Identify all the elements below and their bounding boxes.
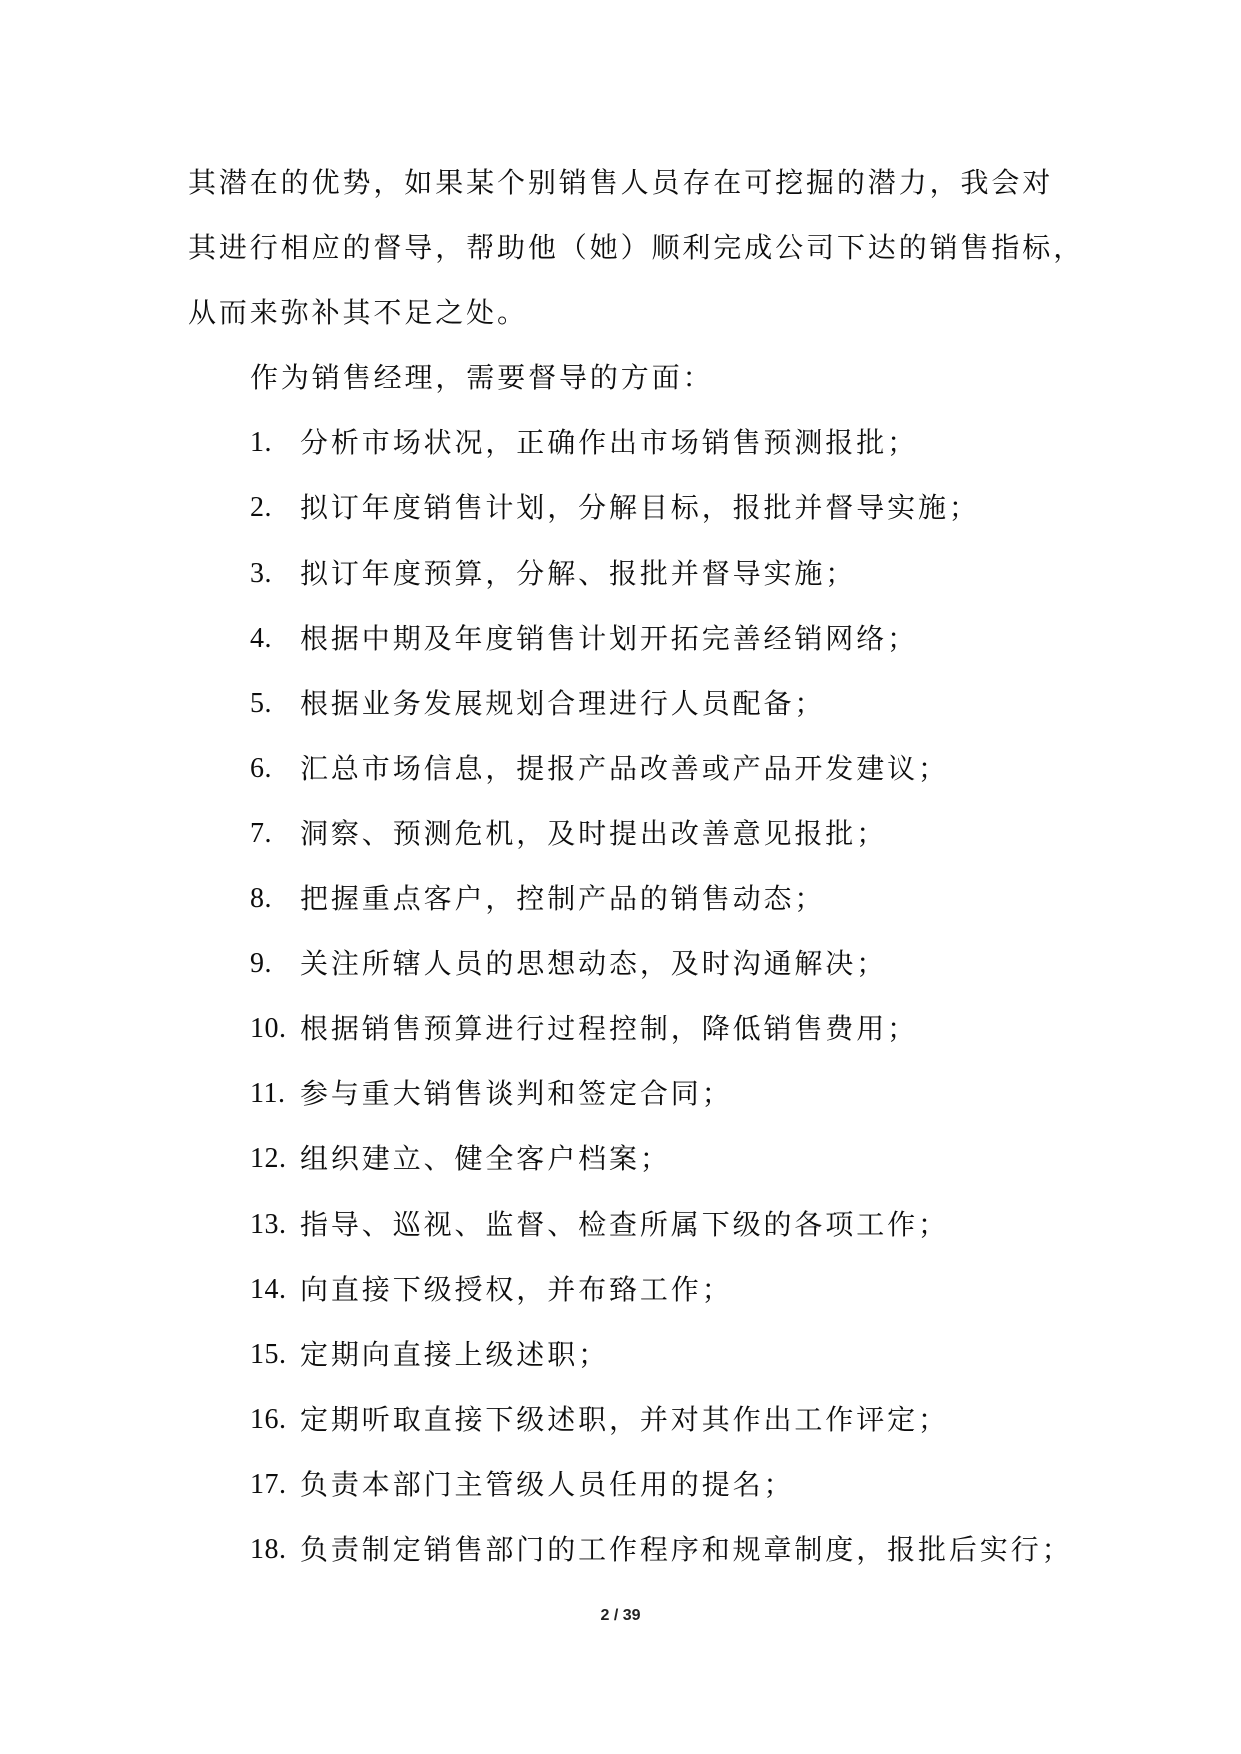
duty-text: 关注所辖人员的思想动态，及时沟通解决； (300, 947, 888, 981)
duty-number: 3. (250, 557, 272, 589)
duty-number: 14. (250, 1273, 287, 1305)
duty-text: 定期向直接上级述职； (300, 1337, 610, 1371)
paragraph-line: 其潜在的优势，如果某个别销售人员存在可挖掘的潜力，我会对 (188, 166, 1054, 199)
duty-text: 根据销售预算进行过程控制，降低销售费用； (300, 1012, 919, 1046)
duty-text: 根据业务发展规划合理进行人员配备； (300, 686, 826, 720)
duty-text: 把握重点客户，控制产品的销售动态； (300, 882, 826, 916)
duty-item (0, 1061, 1241, 1126)
duty-number: 1. (250, 427, 272, 459)
duty-text: 指导、巡视、监督、检查所属下级的各项工作； (300, 1207, 949, 1241)
duty-number: 4. (250, 622, 272, 654)
duty-number: 6. (250, 752, 272, 784)
duty-text: 负责本部门主管级人员任用的提名； (300, 1467, 795, 1501)
duty-item (0, 931, 1241, 996)
duty-text: 负责制定销售部门的工作程序和规章制度，报批后实行； (300, 1532, 1073, 1566)
duty-number: 11. (250, 1078, 286, 1110)
page-number: 2 / 39 (600, 1607, 641, 1624)
duty-item (0, 475, 1241, 540)
duty-number: 5. (250, 687, 272, 719)
paragraph-line: 其进行相应的督导，帮助他（她）顺利完成公司下达的销售指标， (188, 231, 1085, 265)
duty-number: 15. (250, 1338, 287, 1370)
duty-item (0, 1126, 1241, 1191)
paragraph-line: 从而来弥补其不足之处。 (188, 296, 528, 330)
duty-item (0, 606, 1241, 671)
duty-item (0, 996, 1241, 1061)
duty-item (0, 410, 1241, 475)
duty-item (0, 1192, 1241, 1257)
duty-text: 组织建立、健全客户档案； (300, 1142, 671, 1176)
duty-item (0, 1257, 1241, 1322)
duty-item (0, 736, 1241, 801)
duty-number: 8. (250, 883, 272, 915)
duty-item (0, 866, 1241, 931)
duty-number: 16. (250, 1403, 287, 1435)
duty-text: 分析市场状况，正确作出市场销售预测报批； (300, 426, 919, 460)
duty-text: 定期听取直接下级述职，并对其作出工作评定； (300, 1402, 949, 1436)
duty-number: 9. (250, 948, 272, 980)
duty-item (0, 1517, 1241, 1582)
duty-item (0, 1452, 1241, 1517)
duty-text: 拟订年度预算，分解、报批并督导实施； (300, 556, 857, 590)
page-body (0, 150, 1241, 1582)
duty-number: 2. (250, 492, 272, 524)
duty-item (0, 1387, 1241, 1452)
duty-number: 18. (250, 1533, 287, 1565)
duty-number: 10. (250, 1013, 287, 1045)
duty-number: 17. (250, 1468, 287, 1500)
duty-text: 汇总市场信息，提报产品改善或产品开发建议； (300, 751, 949, 785)
duty-number: 13. (250, 1208, 287, 1240)
page-footer (0, 1603, 1241, 1629)
duty-number: 12. (250, 1143, 287, 1175)
duty-text: 洞察、预测危机，及时提出改善意见报批； (300, 816, 888, 850)
duty-text: 根据中期及年度销售计划开拓完善经销网络； (300, 621, 919, 655)
duty-number: 7. (250, 817, 272, 849)
duty-text: 拟订年度销售计划，分解目标，报批并督导实施； (300, 491, 980, 525)
duty-item (0, 801, 1241, 866)
duty-item (0, 671, 1241, 736)
duty-item (0, 1322, 1241, 1387)
duty-text: 参与重大销售谈判和签定合同； (300, 1077, 733, 1111)
duty-item (0, 541, 1241, 606)
section-intro: 作为销售经理，需要督导的方面： (250, 361, 714, 395)
duty-text: 向直接下级授权，并布臵工作； (300, 1272, 733, 1306)
